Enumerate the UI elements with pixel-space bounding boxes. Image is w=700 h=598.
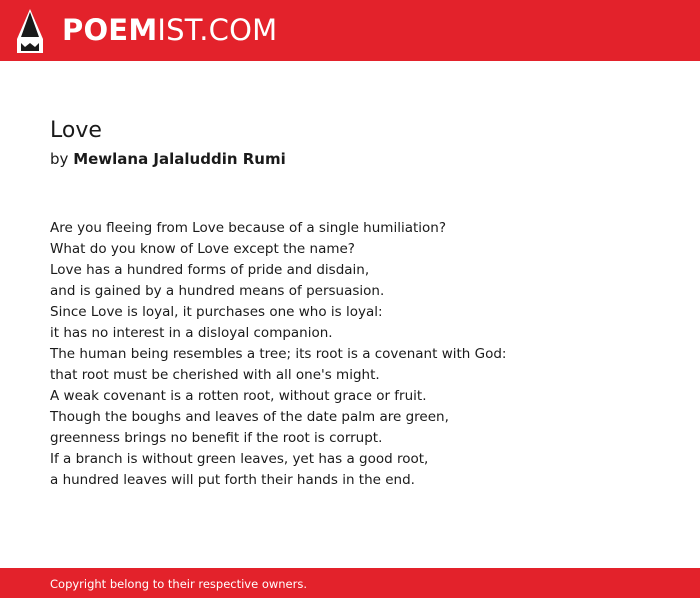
- poem-line: If a branch is without green leaves, yet has a good root,: [50, 451, 429, 467]
- logo-wordmark-bold: POEM: [62, 13, 158, 47]
- poem-line: that root must be cherished with all one's might.: [50, 367, 380, 383]
- site-logo-link[interactable]: [0, 0, 278, 61]
- site-header: [0, 0, 700, 61]
- poem-line: Though the boughs and leaves of the date palm are green,: [50, 409, 449, 425]
- poem-line: greenness brings no benefit if the root is corrupt.: [50, 430, 383, 446]
- pencil-icon: [17, 9, 43, 53]
- poem-title: Love: [50, 118, 102, 143]
- poem-line: it has no interest in a disloyal companion.: [50, 325, 333, 341]
- site-footer: [0, 568, 700, 598]
- poem-line: Since Love is loyal, it purchases one who is loyal:: [50, 304, 383, 320]
- poem-line: The human being resembles a tree; its root is a covenant with God:: [50, 346, 507, 362]
- poem-body: [50, 218, 670, 491]
- site-logo-text: [62, 12, 277, 48]
- byline-prefix: by: [50, 150, 69, 168]
- poem-author: Mewlana Jalaluddin Rumi: [73, 150, 286, 168]
- footer-copyright: Copyright belong to their respective owners.: [50, 577, 308, 591]
- poem-line: What do you know of Love except the name?: [50, 241, 355, 257]
- logo-wordmark-light: IST.COM: [157, 13, 278, 47]
- poem-byline: [50, 148, 286, 170]
- poem-line: a hundred leaves will put forth their hands in the end.: [50, 472, 415, 488]
- poem-line: Are you fleeing from Love because of a single humiliation?: [50, 220, 446, 236]
- poem-line: Love has a hundred forms of pride and disdain,: [50, 262, 370, 278]
- poem-line: A weak covenant is a rotten root, without grace or fruit.: [50, 388, 427, 404]
- poem-line: and is gained by a hundred means of persuasion.: [50, 283, 385, 299]
